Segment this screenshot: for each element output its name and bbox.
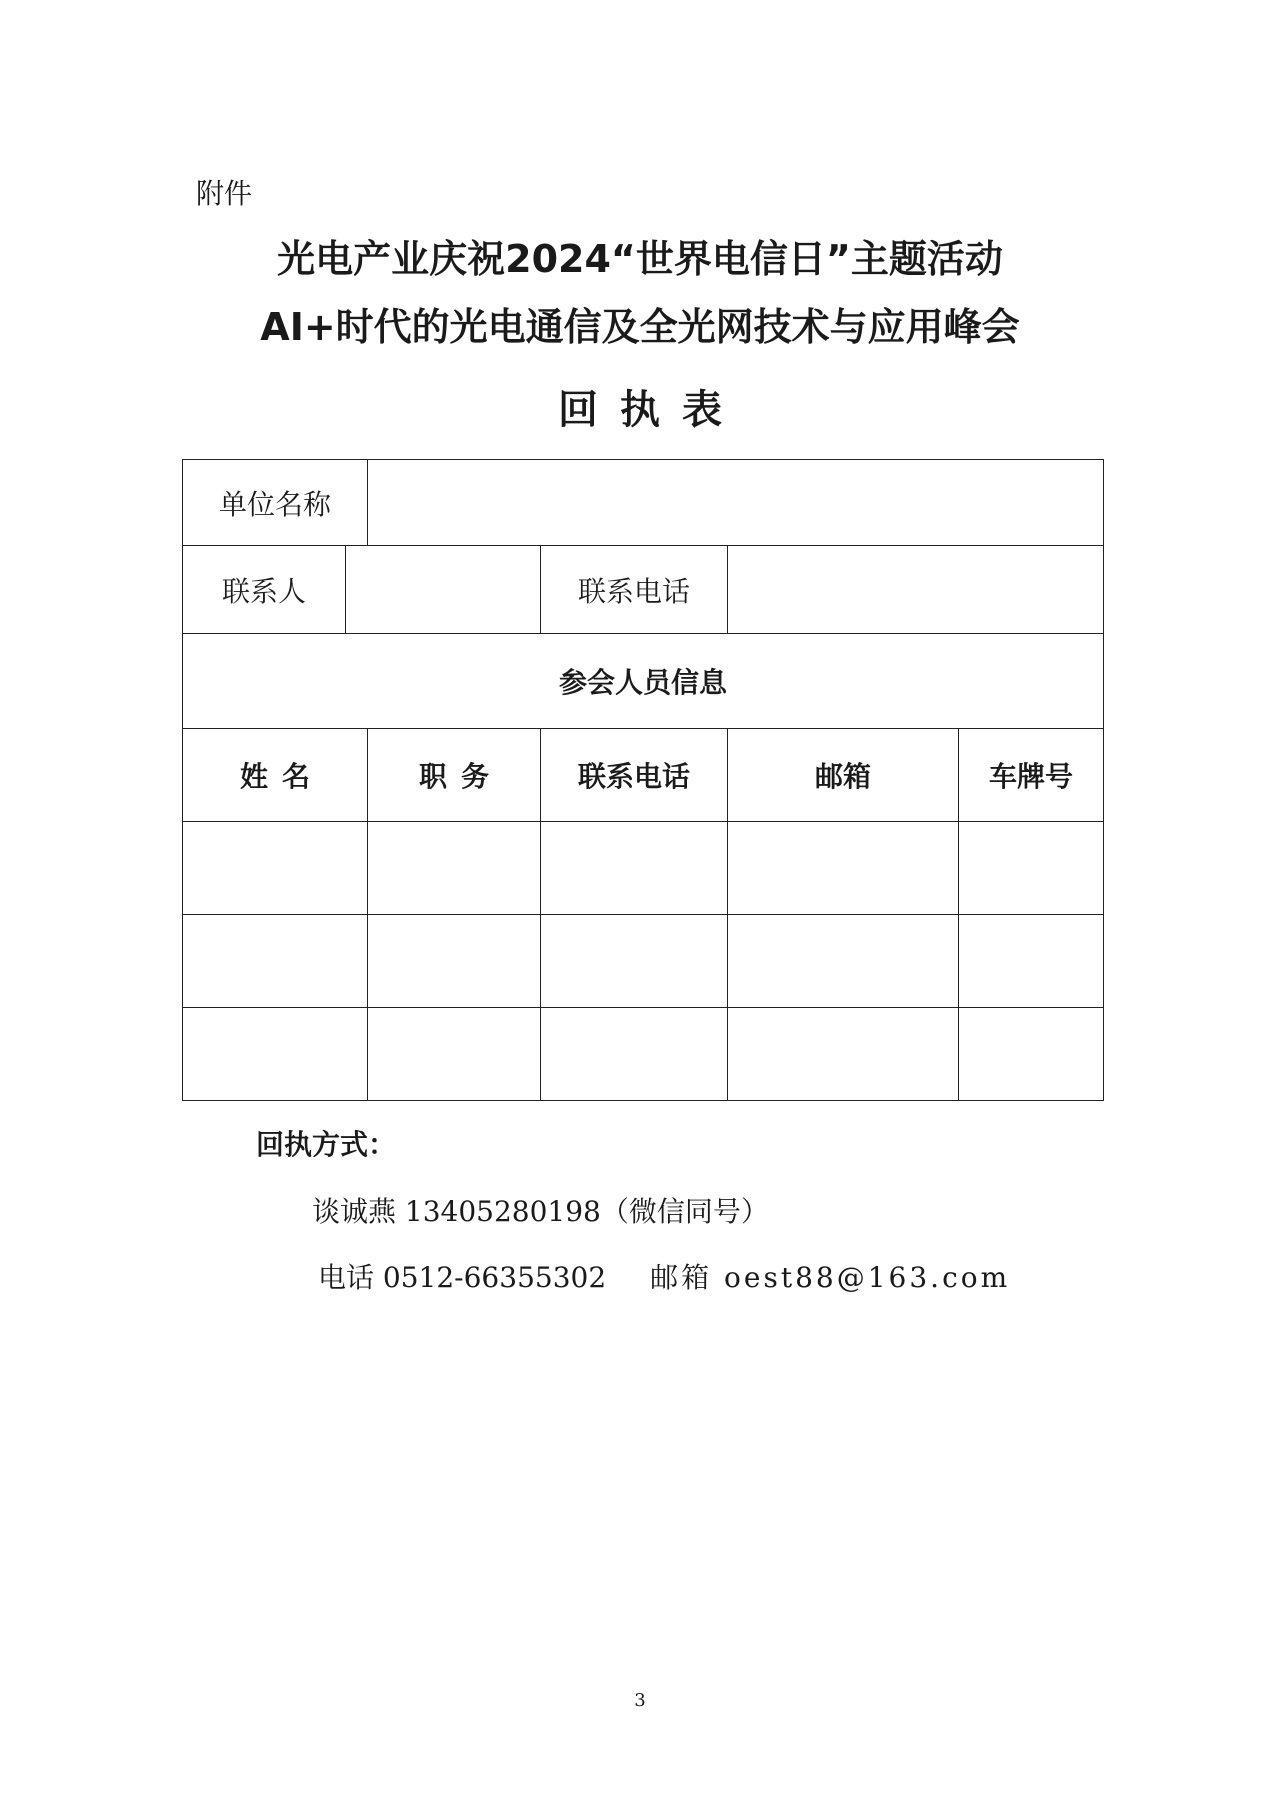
column-header-plate: 车牌号 [959, 729, 1104, 822]
registration-form-table [182, 459, 1104, 1101]
attendee-email-cell[interactable] [728, 1008, 959, 1101]
contact-row [183, 546, 1104, 634]
attendee-name-cell[interactable] [183, 822, 368, 915]
company-row [183, 460, 1104, 546]
attendee-section-title: 参会人员信息 [183, 634, 1104, 729]
attendee-plate-cell[interactable] [959, 1008, 1104, 1101]
column-header-name: 姓名 [183, 729, 368, 822]
attendee-position-cell[interactable] [368, 822, 541, 915]
attendee-email-cell[interactable] [728, 822, 959, 915]
attendee-section-row [183, 634, 1104, 729]
contact-phone-value-cell[interactable] [728, 546, 1104, 634]
attendee-position-cell[interactable] [368, 1008, 541, 1101]
attendee-plate-cell[interactable] [959, 822, 1104, 915]
attendee-name-cell[interactable] [183, 915, 368, 1008]
reply-contact-line: 谈诚燕 13405280198（微信同号） [312, 1195, 769, 1228]
attendee-phone-cell[interactable] [541, 822, 728, 915]
contact-value-cell[interactable] [346, 546, 541, 634]
attendee-position-cell[interactable] [368, 915, 541, 1008]
attendee-row [183, 1008, 1104, 1101]
column-header-phone: 联系电话 [541, 729, 728, 822]
event-title: 光电产业庆祝2024“世界电信日”主题活动 [277, 237, 1003, 281]
attendee-email-cell[interactable] [728, 915, 959, 1008]
attendee-header-row [183, 729, 1104, 822]
company-label: 单位名称 [183, 460, 368, 546]
reply-phone: 电话 0512-66355302 [318, 1261, 607, 1294]
company-value-cell[interactable] [368, 460, 1104, 546]
page-number: 3 [634, 1690, 646, 1711]
contact-label: 联系人 [183, 546, 346, 634]
attendee-row [183, 915, 1104, 1008]
attendee-name-cell[interactable] [183, 1008, 368, 1101]
attendee-plate-cell[interactable] [959, 915, 1104, 1008]
column-header-email: 邮箱 [728, 729, 959, 822]
summit-title: AI+时代的光电通信及全光网技术与应用峰会 [260, 305, 1020, 349]
attachment-label: 附件 [196, 177, 253, 210]
reply-method-label: 回执方式： [256, 1128, 397, 1161]
attendee-phone-cell[interactable] [541, 915, 728, 1008]
form-title: 回执表 [558, 387, 744, 433]
reply-phone-email-line [318, 1256, 1010, 1296]
reply-email: 邮箱 oest88@163.com [650, 1261, 1011, 1294]
contact-phone-label: 联系电话 [541, 546, 728, 634]
attendee-phone-cell[interactable] [541, 1008, 728, 1101]
attendee-row [183, 822, 1104, 915]
column-header-position: 职务 [368, 729, 541, 822]
